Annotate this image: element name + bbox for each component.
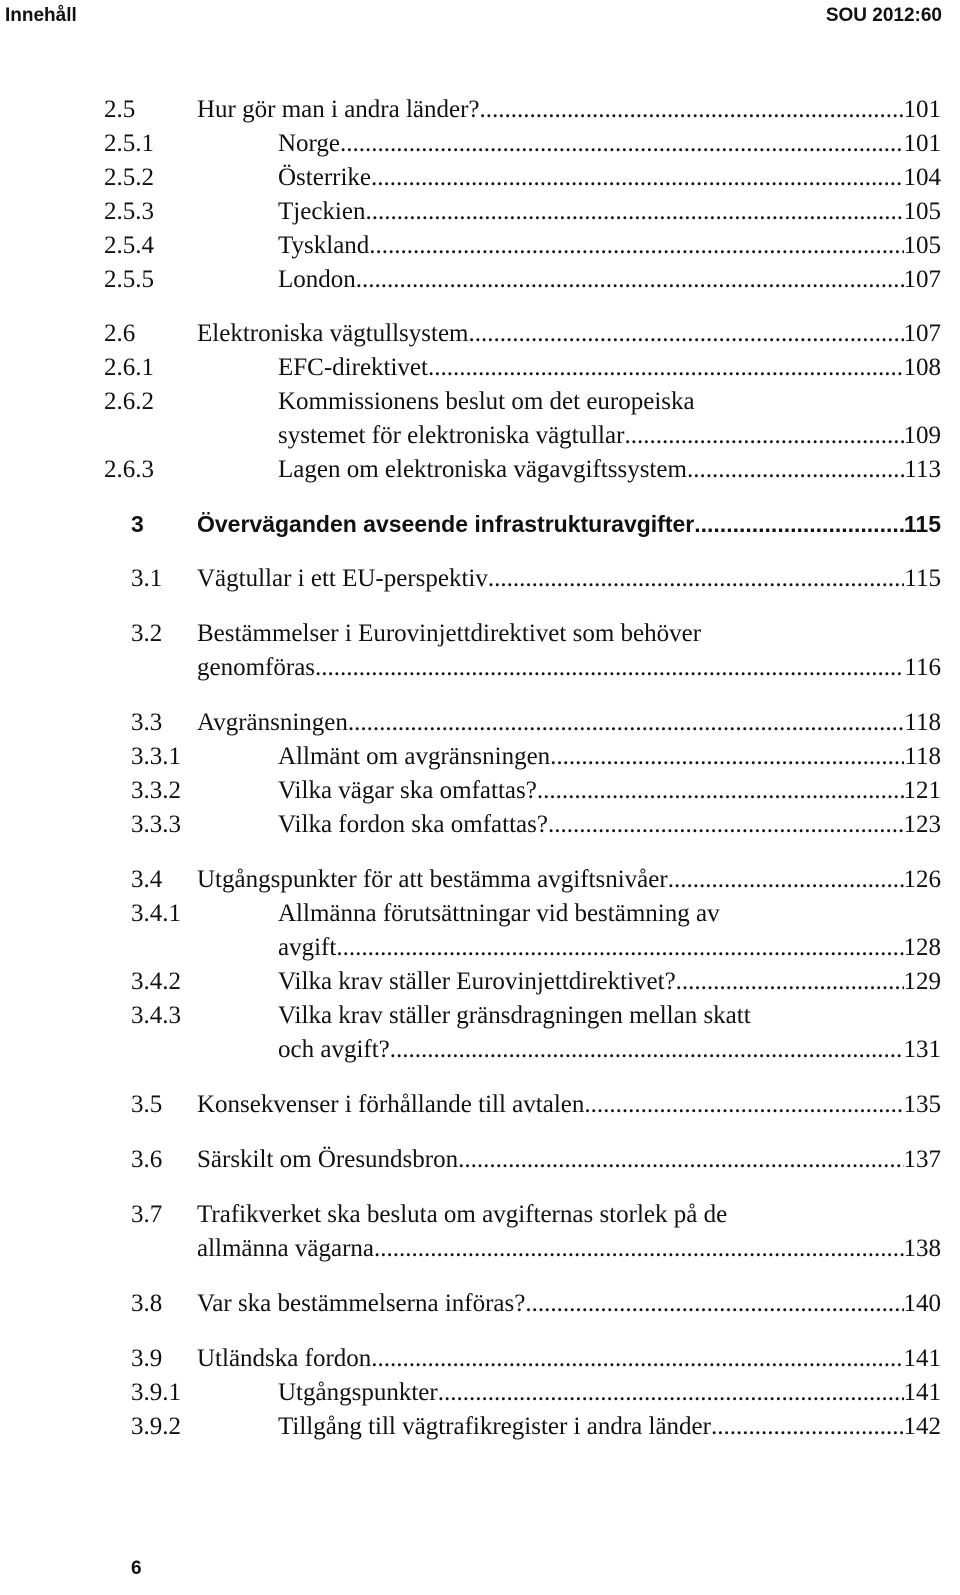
dot-leader: [365, 195, 903, 229]
toc-entry-number: 3.4: [131, 866, 163, 893]
toc-entry-page: 101: [903, 130, 941, 157]
dot-leader: [624, 419, 903, 453]
toc-entry[interactable]: [0, 1376, 960, 1410]
toc-entry[interactable]: [0, 229, 960, 263]
toc-entry-number: 2.6.2: [104, 388, 154, 415]
dot-leader: [668, 863, 904, 897]
toc-entry-number: 3.9: [131, 1345, 163, 1372]
toc-entry[interactable]: [0, 1143, 960, 1177]
toc-entry-page: 109: [903, 422, 941, 449]
dot-leader: [525, 1287, 903, 1321]
toc-entry[interactable]: [0, 1287, 960, 1321]
toc-entry-title: Tillgång till vägtrafikregister i andra länder: [278, 1413, 711, 1440]
toc-entry-title-continuation: och avgift?: [278, 1036, 390, 1063]
toc-entry-number: 2.5.2: [104, 164, 154, 191]
toc-entry[interactable]: [0, 93, 960, 127]
toc-spacer: [0, 596, 960, 617]
toc-chapter-entry[interactable]: [0, 507, 960, 541]
dot-leader: [694, 507, 904, 541]
toc-entry-title-continuation: systemet för elektroniska vägtullar: [278, 422, 625, 449]
toc-entry[interactable]: [0, 385, 960, 419]
toc-entry-page: 105: [903, 198, 941, 225]
toc-entry-page: 104: [903, 164, 941, 191]
toc-entry-page: 115: [904, 565, 941, 592]
toc-entry-number: 2.5.1: [104, 130, 154, 157]
toc-entry[interactable]: [0, 1232, 960, 1266]
toc-entry-title-continuation: genomföras: [197, 654, 316, 681]
toc-entry[interactable]: [0, 161, 960, 195]
dot-leader: [371, 161, 903, 195]
toc-entry-number: 2.5: [104, 96, 136, 123]
dot-leader: [687, 453, 904, 487]
toc-entry-number: 2.5.4: [104, 232, 154, 259]
toc-entry[interactable]: [0, 617, 960, 651]
toc-entry-title: Österrike: [278, 164, 372, 191]
toc-entry-title: Avgränsningen: [197, 709, 348, 736]
toc-entry[interactable]: [0, 195, 960, 229]
toc-entry-title-continuation: allmänna vägarna: [197, 1235, 374, 1262]
toc-entry-number: 3.3.3: [131, 811, 181, 838]
page-header: [0, 0, 960, 40]
dot-leader: [438, 1376, 904, 1410]
toc-entry[interactable]: [0, 740, 960, 774]
toc-entry[interactable]: [0, 651, 960, 685]
toc-spacer: [0, 842, 960, 863]
toc-entry-title: Särskilt om Öresundsbron: [197, 1146, 459, 1173]
toc-entry-number: 3.7: [131, 1201, 163, 1228]
toc-entry-title: EFC-direktivet: [278, 354, 428, 381]
toc-entry-number: 3.8: [131, 1290, 163, 1317]
toc-entry-title-continuation: avgift: [278, 934, 337, 961]
dot-leader: [336, 931, 903, 965]
dot-leader: [428, 351, 904, 385]
toc-entry[interactable]: [0, 808, 960, 842]
toc-entry-number: 2.5.5: [104, 266, 154, 293]
toc-entry-number: 3.4.1: [131, 900, 181, 927]
toc-entry-title: Bestämmelser i Eurovinjettdirektivet som behöver: [197, 620, 702, 647]
toc-entry-number: 2.6: [104, 320, 136, 347]
toc-entry-page: 138: [903, 1235, 941, 1262]
toc-entry-title: Vilka fordon ska omfattas?: [278, 811, 548, 838]
toc-entry-number: 3.9.2: [131, 1413, 181, 1440]
toc-entry-title: Elektroniska vägtullsystem: [197, 320, 469, 347]
toc-entry-title: Kommissionens beslut om det europeiska: [278, 388, 695, 415]
toc-entry-title: Överväganden avseende infrastrukturavgifter: [197, 511, 695, 537]
toc-entry-number: 3.9.1: [131, 1379, 181, 1406]
dot-leader: [468, 317, 903, 351]
toc-entry[interactable]: [0, 127, 960, 161]
dot-leader: [711, 1410, 904, 1444]
toc-entry-page: 137: [903, 1146, 941, 1173]
toc-entry[interactable]: [0, 897, 960, 931]
toc-entry[interactable]: [0, 931, 960, 965]
toc-entry[interactable]: [0, 965, 960, 999]
dot-leader: [584, 1088, 903, 1122]
dot-leader: [458, 1143, 903, 1177]
toc-entry-page: 116: [904, 654, 941, 681]
toc-entry[interactable]: [0, 774, 960, 808]
toc-entry-page: 142: [903, 1413, 941, 1440]
toc-entry-number: 3.3: [131, 709, 163, 736]
dot-leader: [537, 774, 904, 808]
dot-leader: [348, 706, 905, 740]
toc-entry-title: Trafikverket ska besluta om avgifternas storlek på de: [197, 1201, 728, 1228]
toc-entry[interactable]: [0, 999, 960, 1033]
toc-entry-title: Var ska bestämmelserna införas?: [197, 1290, 526, 1317]
toc-entry-page: 108: [903, 354, 941, 381]
dot-leader: [356, 263, 904, 297]
toc-entry-page: 141: [903, 1345, 941, 1372]
toc-spacer: [0, 685, 960, 706]
toc-entry-title: Vilka krav ställer Eurovinjettdirektivet?: [278, 968, 676, 995]
dot-leader: [374, 1232, 904, 1266]
toc-entry-title: Vägtullar i ett EU-perspektiv: [197, 565, 488, 592]
toc-entry-title: Allmänna förutsättningar vid bestämning av: [278, 900, 720, 927]
toc-entry-number: 3.4.3: [131, 1002, 181, 1029]
toc-entry-number: 2.5.3: [104, 198, 154, 225]
dot-leader: [676, 965, 904, 999]
toc-entry-page: 118: [904, 743, 941, 770]
toc-entry-number: 3.3.1: [131, 743, 181, 770]
table-of-contents: [0, 93, 960, 1444]
toc-entry[interactable]: [0, 317, 960, 351]
toc-entry-page: 128: [903, 934, 941, 961]
header-document-id: SOU 2012:60: [825, 5, 942, 26]
toc-entry-page: 115: [903, 511, 941, 537]
toc-entry-page: 121: [903, 777, 941, 804]
toc-entry-page: 107: [903, 266, 941, 293]
toc-entry-number: 2.6.1: [104, 354, 154, 381]
toc-entry-number: 3.1: [131, 565, 163, 592]
toc-entry[interactable]: [0, 1088, 960, 1122]
toc-entry[interactable]: [0, 1410, 960, 1444]
dot-leader: [390, 1033, 904, 1067]
toc-entry-number: 3: [131, 511, 144, 537]
dot-leader: [488, 562, 905, 596]
toc-entry-title: London: [278, 266, 356, 293]
dot-leader: [548, 808, 904, 842]
dot-leader: [480, 93, 904, 127]
toc-entry-page: 126: [903, 866, 941, 893]
toc-entry-number: 3.4.2: [131, 968, 181, 995]
toc-spacer: [0, 1067, 960, 1088]
dot-leader: [371, 1342, 903, 1376]
toc-entry-title: Vilka krav ställer gränsdragningen mellan skatt: [278, 1002, 751, 1029]
toc-entry[interactable]: [0, 863, 960, 897]
toc-entry-title: Norge: [278, 130, 341, 157]
toc-entry-title: Lagen om elektroniska vägavgiftssystem: [278, 456, 687, 483]
page-number: 6: [131, 1558, 142, 1579]
toc-entry-title: Utgångspunkter för att bestämma avgiftsnivåer: [197, 866, 668, 893]
toc-entry-number: 3.2: [131, 620, 163, 647]
toc-entry[interactable]: [0, 419, 960, 453]
toc-entry-title: Allmänt om avgränsningen: [278, 743, 551, 770]
toc-entry-title: Konsekvenser i förhållande till avtalen: [197, 1091, 585, 1118]
toc-spacer: [0, 487, 960, 507]
toc-entry[interactable]: [0, 706, 960, 740]
toc-entry-number: 3.3.2: [131, 777, 181, 804]
toc-entry-number: 3.6: [131, 1146, 163, 1173]
toc-entry[interactable]: [0, 562, 960, 596]
toc-entry-title: Utländska fordon: [197, 1345, 372, 1372]
toc-entry-page: 140: [903, 1290, 941, 1317]
toc-entry[interactable]: [0, 1342, 960, 1376]
toc-entry-title: Tjeckien: [278, 198, 366, 225]
toc-entry[interactable]: [0, 1198, 960, 1232]
toc-entry-page: 135: [903, 1091, 941, 1118]
toc-entry[interactable]: [0, 263, 960, 297]
toc-entry-page: 123: [903, 811, 941, 838]
dot-leader: [550, 740, 904, 774]
toc-entry-title: Vilka vägar ska omfattas?: [278, 777, 537, 804]
toc-entry-title: Utgångspunkter: [278, 1379, 438, 1406]
dot-leader: [315, 651, 904, 685]
toc-spacer: [0, 541, 960, 562]
toc-entry-page: 118: [904, 709, 941, 736]
dot-leader: [340, 127, 903, 161]
toc-entry[interactable]: [0, 351, 960, 385]
toc-entry-page: 101: [903, 96, 941, 123]
toc-spacer: [0, 1122, 960, 1143]
toc-spacer: [0, 297, 960, 317]
toc-entry-page: 141: [903, 1379, 941, 1406]
dot-leader: [369, 229, 903, 263]
toc-spacer: [0, 1266, 960, 1287]
toc-entry-page: 131: [903, 1036, 941, 1063]
toc-entry-title: Hur gör man i andra länder?: [197, 96, 480, 123]
toc-entry[interactable]: [0, 1033, 960, 1067]
toc-entry-page: 107: [903, 320, 941, 347]
toc-entry-page: 129: [903, 968, 941, 995]
toc-spacer: [0, 1177, 960, 1198]
toc-entry-page: 113: [904, 456, 941, 483]
toc-entry-title: Tyskland: [278, 232, 370, 259]
toc-entry-number: 3.5: [131, 1091, 163, 1118]
toc-spacer: [0, 1321, 960, 1342]
toc-entry[interactable]: [0, 453, 960, 487]
toc-entry-number: 2.6.3: [104, 456, 154, 483]
header-section-title: Innehåll: [5, 5, 77, 26]
toc-entry-page: 105: [903, 232, 941, 259]
